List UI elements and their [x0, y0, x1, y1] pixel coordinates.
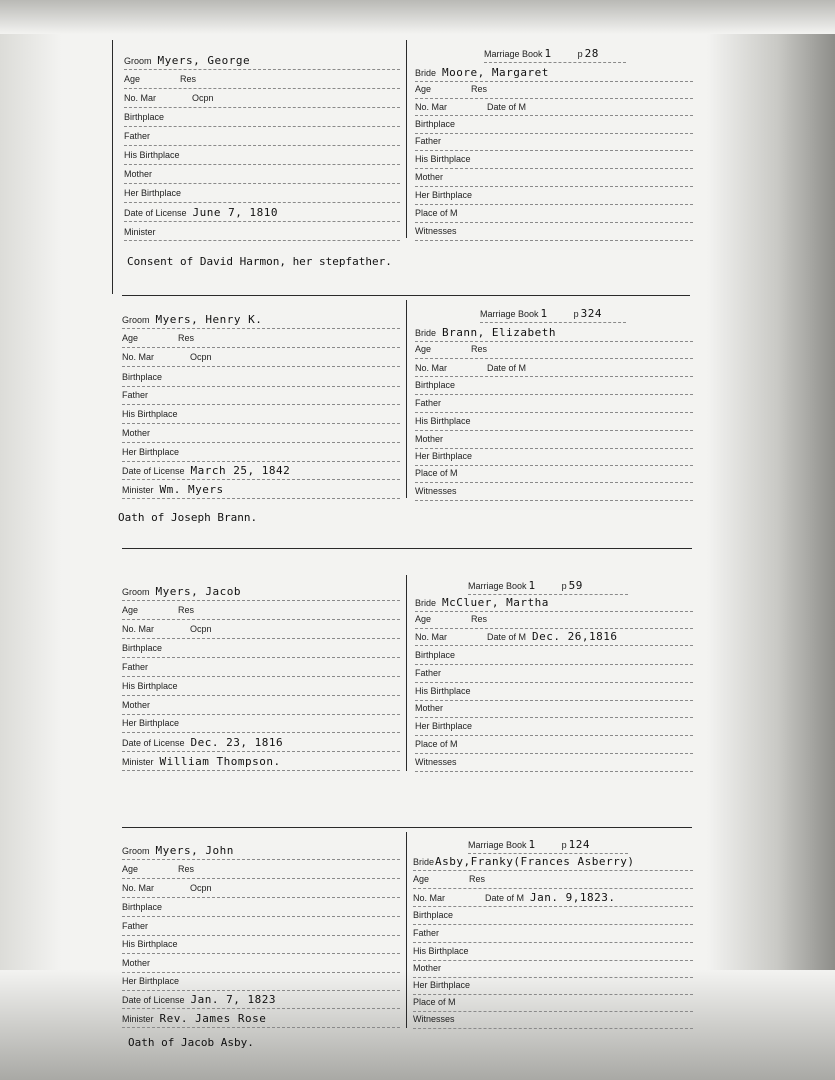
ocpn-label: Ocpn [190, 624, 212, 634]
no-mar-label: No. Mar [122, 352, 155, 362]
no-mar-label: No. Mar [415, 632, 448, 642]
date-of-license-label: Date of License [124, 208, 187, 218]
groom-name: Myers, Henry K. [155, 313, 263, 326]
no-mar-label: No. Mar [413, 893, 446, 903]
ocpn-label: Ocpn [192, 93, 214, 103]
record-1-minister-row [124, 223, 400, 241]
res-label: Res [178, 333, 195, 343]
record-2-nomar-row [122, 349, 400, 367]
groom-name: Myers, George [157, 54, 251, 67]
record-2-book-line [480, 306, 626, 323]
res-label: Res [180, 74, 197, 84]
record-3-groom-row [122, 583, 400, 601]
page-number: 28 [584, 47, 599, 60]
groom-label: Groom [122, 587, 150, 597]
record-1-his-birthplace-row [124, 147, 400, 165]
mother-label: Mother [415, 434, 444, 444]
birthplace-label: Birthplace [122, 902, 163, 912]
age-label: Age [122, 864, 139, 874]
record-3-bride-father-row [415, 665, 693, 683]
minister-value: Wm. Myers [159, 483, 224, 496]
record-1-groom-row [124, 52, 400, 70]
record-2-mother-row [122, 425, 400, 443]
record-4-mother-row [122, 955, 400, 973]
date-of-m-value: Dec. 26,1816 [532, 630, 618, 643]
ocpn-label: Ocpn [190, 883, 212, 893]
bride-label: Bride [415, 598, 437, 608]
record-4-bride-age-row [413, 871, 693, 889]
mother-label: Mother [122, 428, 151, 438]
her-birthplace-label: Her Birthplace [413, 980, 471, 990]
record-4-bride-row [413, 853, 693, 871]
no-mar-label: No. Mar [415, 102, 448, 112]
record-1-age-row [124, 71, 400, 89]
date-of-m-value: Jan. 9,1823. [530, 891, 616, 904]
birthplace-label: Birthplace [415, 650, 456, 660]
record-1-birthplace-row [124, 109, 400, 127]
record-2-bride-his-birthplace-row [415, 413, 693, 431]
father-label: Father [124, 131, 151, 141]
groom-name: Myers, Jacob [155, 585, 241, 598]
father-label: Father [415, 668, 442, 678]
father-label: Father [415, 136, 442, 146]
age-label: Age [415, 614, 432, 624]
record-separator-2 [122, 548, 692, 549]
record-4-place-row [413, 994, 693, 1012]
her-birthplace-label: Her Birthplace [415, 721, 473, 731]
father-label: Father [413, 928, 440, 938]
record-2-his-birthplace-row [122, 406, 400, 424]
book-number: 1 [540, 307, 548, 320]
father-label: Father [122, 662, 149, 672]
record-4-book-line [468, 837, 628, 854]
record-4-license-row [122, 991, 400, 1009]
record-1-license-row [124, 204, 400, 222]
birthplace-label: Birthplace [415, 380, 456, 390]
no-mar-label: No. Mar [122, 624, 155, 634]
her-birthplace-label: Her Birthplace [122, 718, 180, 728]
record-3-nomar-row [122, 621, 400, 639]
record-4-divider [406, 832, 407, 1028]
record-4-nomar-row [122, 880, 400, 898]
record-4-his-birthplace-row [122, 936, 400, 954]
place-of-m-label: Place of M [415, 468, 458, 478]
record-2-divider [406, 300, 407, 498]
date-of-m-label: Date of M [485, 893, 525, 903]
his-birthplace-label: His Birthplace [413, 946, 469, 956]
record-4-her-birthplace-row [122, 973, 400, 991]
record-1-place-row [415, 205, 693, 223]
his-birthplace-label: His Birthplace [122, 939, 178, 949]
mother-label: Mother [413, 963, 442, 973]
res-label: Res [178, 864, 195, 874]
age-label: Age [122, 605, 139, 615]
record-4-bride-his-birthplace-row [413, 943, 693, 961]
his-birthplace-label: His Birthplace [415, 686, 471, 696]
record-1-witnesses-row [415, 223, 693, 241]
record-3-bride-birthplace-row [415, 647, 693, 665]
mother-label: Mother [122, 700, 151, 710]
birthplace-label: Birthplace [122, 372, 163, 382]
page-label: p [561, 840, 567, 850]
record-3-place-row [415, 736, 693, 754]
minister-label: Minister [124, 227, 156, 237]
father-label: Father [415, 398, 442, 408]
witnesses-label: Witnesses [415, 226, 457, 236]
record-3-bride-nomar-row [415, 628, 693, 646]
book-number: 1 [528, 838, 536, 851]
record-4-minister-row [122, 1010, 400, 1028]
no-mar-label: No. Mar [124, 93, 157, 103]
record-2-birthplace-row [122, 369, 400, 387]
bride-label: Bride [415, 68, 437, 78]
birthplace-label: Birthplace [124, 112, 165, 122]
record-4-groom-row [122, 842, 400, 860]
record-4-witnesses-row [413, 1011, 693, 1029]
witnesses-label: Witnesses [415, 486, 457, 496]
record-1-father-row [124, 128, 400, 146]
book-number: 1 [544, 47, 552, 60]
bride-name: Brann, Elizabeth [442, 326, 556, 339]
marriage-book-label: Marriage Book [484, 49, 543, 59]
record-1-bride-father-row [415, 133, 693, 151]
no-mar-label: No. Mar [122, 883, 155, 893]
record-separator-3 [122, 827, 692, 828]
record-3-age-row [122, 602, 400, 620]
record-3-bride-her-birthplace-row [415, 718, 693, 736]
marriage-book-label: Marriage Book [468, 581, 527, 591]
record-3-her-birthplace-row [122, 715, 400, 733]
record-3-license-row [122, 734, 400, 752]
no-mar-label: No. Mar [415, 363, 448, 373]
record-1-bride-mother-row [415, 169, 693, 187]
record-1-her-birthplace-row [124, 185, 400, 203]
minister-label: Minister [122, 757, 154, 767]
date-of-m-label: Date of M [487, 632, 527, 642]
minister-value: William Thompson. [159, 755, 281, 768]
groom-name: Myers, John [155, 844, 234, 857]
record-2-father-row [122, 387, 400, 405]
date-of-license-label: Date of License [122, 995, 185, 1005]
date-of-m-label: Date of M [487, 363, 527, 373]
bride-name: Moore, Margaret [442, 66, 549, 79]
his-birthplace-label: His Birthplace [415, 416, 471, 426]
scan-edge-left [0, 0, 112, 1080]
res-label: Res [469, 874, 486, 884]
date-of-license-value: Dec. 23, 1816 [190, 736, 284, 749]
record-4-bride-birthplace-row [413, 907, 693, 925]
date-of-license-value: Jan. 7, 1823 [190, 993, 277, 1006]
record-1-left-border [112, 40, 113, 294]
record-1-bride-his-birthplace-row [415, 151, 693, 169]
record-1-mother-row [124, 166, 400, 184]
father-label: Father [122, 390, 149, 400]
record-2-groom-row [122, 311, 400, 329]
page-number: 124 [568, 838, 591, 851]
page-number: 59 [568, 579, 583, 592]
groom-label: Groom [124, 56, 152, 66]
date-of-license-value: March 25, 1842 [190, 464, 291, 477]
his-birthplace-label: His Birthplace [415, 154, 471, 164]
record-4-father-row [122, 918, 400, 936]
mother-label: Mother [415, 703, 444, 713]
page-label: p [573, 309, 579, 319]
record-4-bride-nomar-row [413, 889, 693, 907]
birthplace-label: Birthplace [415, 119, 456, 129]
record-3-minister-row [122, 753, 400, 771]
res-label: Res [471, 344, 488, 354]
minister-label: Minister [122, 1014, 154, 1024]
record-4-age-row [122, 861, 400, 879]
age-label: Age [415, 84, 432, 94]
marriage-book-label: Marriage Book [468, 840, 527, 850]
record-1-note: Consent of David Harmon, her stepfather. [127, 255, 392, 268]
record-1-bride-age-row [415, 81, 693, 99]
record-1-bride-her-birthplace-row [415, 187, 693, 205]
ocpn-label: Ocpn [190, 352, 212, 362]
record-3-father-row [122, 659, 400, 677]
record-3-bride-row [415, 594, 693, 612]
age-label: Age [415, 344, 432, 354]
place-of-m-label: Place of M [415, 739, 458, 749]
age-label: Age [124, 74, 141, 84]
page-label: p [577, 49, 583, 59]
bride-label: Bride [415, 328, 437, 338]
record-4-note: Oath of Jacob Asby. [128, 1036, 254, 1049]
record-3-bride-his-birthplace-row [415, 683, 693, 701]
res-label: Res [471, 614, 488, 624]
record-1-book-line [484, 46, 626, 63]
groom-label: Groom [122, 315, 150, 325]
scan-edge-right [707, 0, 835, 1080]
record-2-bride-birthplace-row [415, 377, 693, 395]
record-separator-1 [122, 295, 690, 296]
page-label: p [561, 581, 567, 591]
record-3-bride-age-row [415, 611, 693, 629]
date-of-license-label: Date of License [122, 466, 185, 476]
mother-label: Mother [122, 958, 151, 968]
date-of-m-label: Date of M [487, 102, 527, 112]
marriage-book-label: Marriage Book [480, 309, 539, 319]
res-label: Res [471, 84, 488, 94]
birthplace-label: Birthplace [413, 910, 454, 920]
witnesses-label: Witnesses [415, 757, 457, 767]
record-4-bride-her-birthplace-row [413, 977, 693, 995]
record-3-his-birthplace-row [122, 678, 400, 696]
record-2-bride-nomar-row [415, 359, 693, 377]
record-2-bride-her-birthplace-row [415, 448, 693, 466]
her-birthplace-label: Her Birthplace [415, 190, 473, 200]
bride-name: Asby,Franky(Frances Asberry) [435, 855, 635, 868]
record-3-bride-mother-row [415, 700, 693, 718]
record-3-birthplace-row [122, 640, 400, 658]
scan-edge-top [0, 0, 835, 34]
record-2-note: Oath of Joseph Brann. [118, 511, 258, 524]
bride-name: McCluer, Martha [442, 596, 549, 609]
his-birthplace-label: His Birthplace [122, 681, 178, 691]
record-4-bride-mother-row [413, 960, 693, 978]
place-of-m-label: Place of M [415, 208, 458, 218]
minister-label: Minister [122, 485, 154, 495]
father-label: Father [122, 921, 149, 931]
record-2-her-birthplace-row [122, 444, 400, 462]
record-3-book-line [468, 578, 628, 595]
record-4-bride-father-row [413, 925, 693, 943]
date-of-license-label: Date of License [122, 738, 185, 748]
record-2-bride-row [415, 324, 693, 342]
record-1-bride-nomar-row [415, 98, 693, 116]
page-number: 324 [580, 307, 603, 320]
record-2-minister-row [122, 481, 400, 499]
his-birthplace-label: His Birthplace [122, 409, 178, 419]
record-1-bride-birthplace-row [415, 116, 693, 134]
his-birthplace-label: His Birthplace [124, 150, 180, 160]
her-birthplace-label: Her Birthplace [415, 451, 473, 461]
mother-label: Mother [415, 172, 444, 182]
res-label: Res [178, 605, 195, 615]
her-birthplace-label: Her Birthplace [122, 447, 180, 457]
record-2-bride-mother-row [415, 431, 693, 449]
record-2-witnesses-row [415, 483, 693, 501]
record-2-license-row [122, 462, 400, 480]
record-1-divider [406, 40, 407, 238]
her-birthplace-label: Her Birthplace [124, 188, 182, 198]
minister-value: Rev. James Rose [159, 1012, 267, 1025]
witnesses-label: Witnesses [413, 1014, 455, 1024]
record-3-divider [406, 575, 407, 771]
age-label: Age [413, 874, 430, 884]
record-2-bride-age-row [415, 341, 693, 359]
record-2-place-row [415, 465, 693, 483]
record-2-age-row [122, 330, 400, 348]
groom-label: Groom [122, 846, 150, 856]
place-of-m-label: Place of M [413, 997, 456, 1007]
mother-label: Mother [124, 169, 153, 179]
record-1-nomar-row [124, 90, 400, 108]
record-4-birthplace-row [122, 899, 400, 917]
her-birthplace-label: Her Birthplace [122, 976, 180, 986]
birthplace-label: Birthplace [122, 643, 163, 653]
record-3-mother-row [122, 697, 400, 715]
bride-label: Bride [413, 857, 435, 867]
book-number: 1 [528, 579, 536, 592]
date-of-license-value: June 7, 1810 [192, 206, 279, 219]
age-label: Age [122, 333, 139, 343]
record-1-bride-row [415, 64, 693, 82]
record-2-bride-father-row [415, 395, 693, 413]
record-3-witnesses-row [415, 754, 693, 772]
